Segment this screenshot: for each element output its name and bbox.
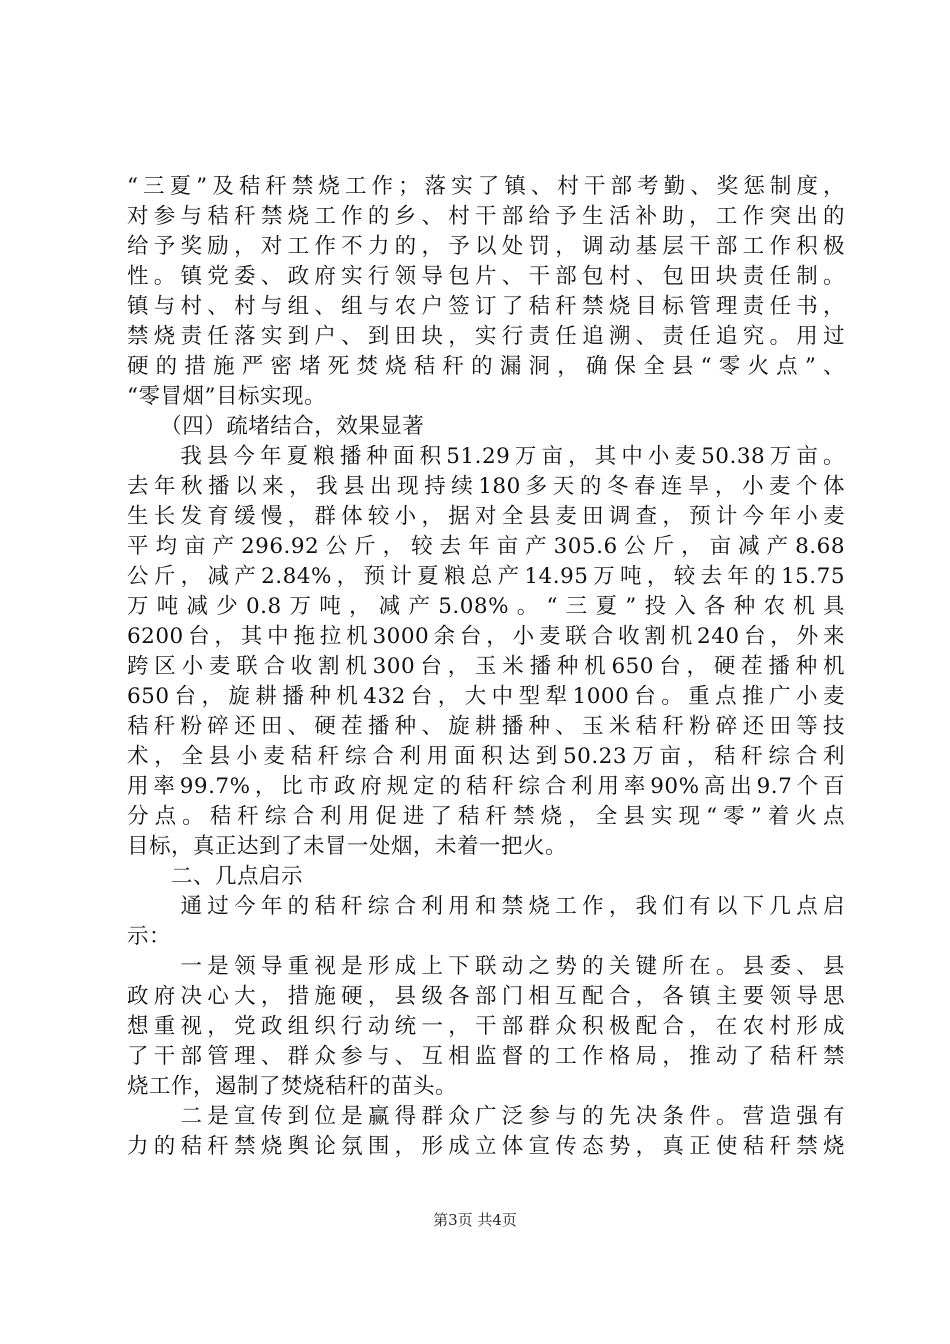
text-line: 烧工作，遏制了焚烧秸秆的苗头。 <box>127 1074 458 1099</box>
text-line: 通过今年的秸秆综合利用和禁烧工作，我们有以下几点启 <box>127 894 845 919</box>
text-line: 公斤，减产2.84%，预计夏粮总产14.95万吨，较去年的15.75 <box>127 564 845 589</box>
text-line: 6200台，其中拖拉机3000余台，小麦联合收割机240台，外来 <box>127 624 845 649</box>
text-line: 目标，真正达到了未冒一处烟，未着一把火。 <box>127 834 568 859</box>
document-body <box>127 172 845 1162</box>
section-heading: 二、几点启示 <box>127 864 304 889</box>
text-line: 跨区小麦联合收割机300台，玉米播种机650台，硬茬播种机 <box>127 654 845 679</box>
text-line: 我县今年夏粮播种面积51.29万亩，其中小麦50.38万亩。 <box>127 444 845 469</box>
text-line: 对参与秸秆禁烧工作的乡、村干部给予生活补助，工作突出的 <box>127 204 845 229</box>
text-line: 术，全县小麦秸秆综合利用面积达到50.23万亩，秸秆综合利 <box>127 744 845 769</box>
section-heading: （四）疏堵结合，效果显著 <box>127 414 425 439</box>
text-line: 去年秋播以来，我县出现持续180多天的冬春连旱，小麦个体 <box>127 474 845 499</box>
text-line: 性。镇党委、政府实行领导包片、干部包村、包田块责任制。 <box>127 264 845 289</box>
text-line: 用率99.7%，比市政府规定的秸秆综合利用率90%高出9.7个百 <box>127 774 845 799</box>
text-line: 力的秸秆禁烧舆论氛围，形成立体宣传态势，真正使秸秆禁烧 <box>127 1134 845 1159</box>
text-line: 禁烧责任落实到户、到田块，实行责任追溯、责任追究。用过 <box>127 324 845 349</box>
text-line: 二是宣传到位是赢得群众广泛参与的先决条件。营造强有 <box>127 1104 845 1129</box>
text-line: “零冒烟”目标实现。 <box>127 384 326 409</box>
text-line: 平均亩产296.92公斤，较去年亩产305.6公斤，亩减产8.68 <box>127 534 845 559</box>
text-line: 了干部管理、群众参与、互相监督的工作格局，推动了秸秆禁 <box>127 1044 845 1069</box>
text-line: 示： <box>127 924 172 949</box>
text-line: “三夏”及秸秆禁烧工作；落实了镇、村干部考勤、奖惩制度， <box>127 174 845 199</box>
text-line: 一是领导重视是形成上下联动之势的关键所在。县委、县 <box>127 954 845 979</box>
text-line: 政府决心大，措施硬，县级各部门相互配合，各镇主要领导思 <box>127 984 845 1009</box>
text-line: 生长发育缓慢，群体较小，据对全县麦田调查，预计今年小麦 <box>127 504 845 529</box>
text-line: 万吨减少0.8万吨，减产5.08%。“三夏”投入各种农机具 <box>127 594 845 619</box>
page-footer: 第3页 共4页 <box>433 1211 517 1229</box>
text-line: 镇与村、村与组、组与农户签订了秸秆禁烧目标管理责任书， <box>127 294 845 319</box>
text-line: 秸秆粉碎还田、硬茬播种、旋耕播种、玉米秸秆粉碎还田等技 <box>127 714 845 739</box>
text-line: 想重视，党政组织行动统一，干部群众积极配合，在农村形成 <box>127 1014 845 1039</box>
text-line: 分点。秸秆综合利用促进了秸秆禁烧，全县实现“零”着火点 <box>127 804 845 829</box>
text-line: 650台，旋耕播种机432台，大中型犁1000台。重点推广小麦 <box>127 684 845 709</box>
text-line: 硬的措施严密堵死焚烧秸秆的漏洞，确保全县“零火点”、 <box>127 354 845 379</box>
text-line: 给予奖励，对工作不力的，予以处罚，调动基层干部工作积极 <box>127 234 845 259</box>
